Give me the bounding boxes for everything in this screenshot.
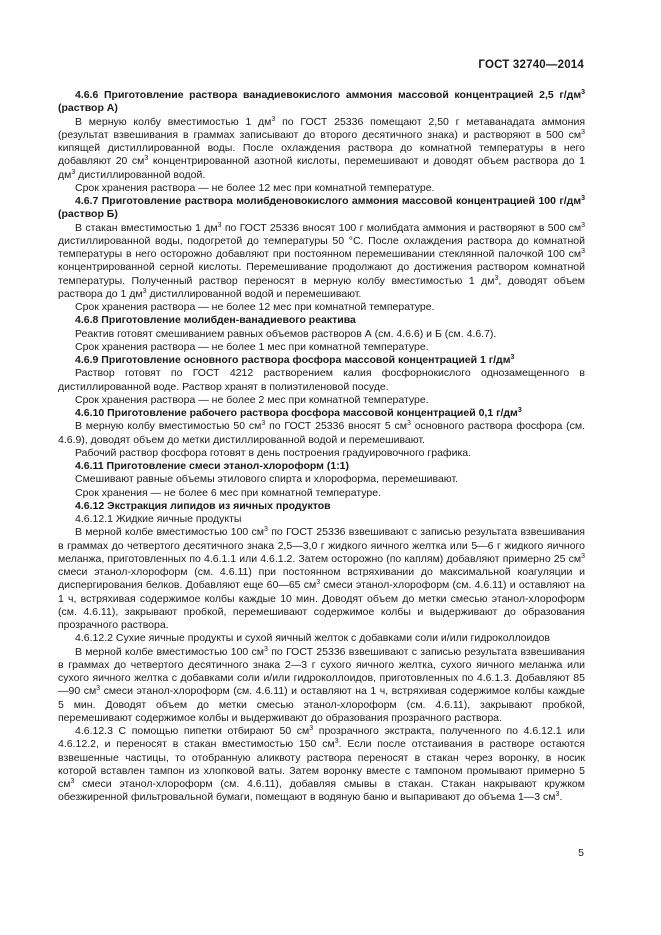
paragraph-p-4-6-12-3: 4.6.12.3 С помощью пипетки отбирают 50 $см^3$ прозрачного экстракта, полученного по 4.6.12.1 или 4.6.12.2, и переносят в стакан вместимостью 150 $см^3$. Если после отстаивания в растворе остаются взвешенные частицы, то отобранную аликвоту раствора переносят в стакан через воронку, в носик которой вставлен тампон из хлопковой ваты. Затем воронку вместе с тампоном промывают примерно 5 $см^3$ смеси этанол-хлороформ (см. 4.6.11), добавляя смывы в стакан. Стакан накрывают кружком обезжиренной фильтровальной бумаги, помещают в водяную баню и выпаривают до объема 1—3 $см^3$. — [58, 725, 585, 804]
paragraph-p-4-6-8-storage: Срок хранения раствора — не более 1 мес при комнатной температуре. — [75, 340, 429, 353]
paragraph-h-4-6-12-2: 4.6.12.2 Сухие яичные продукты и сухой яичный желток с добавками соли и/или гидроколлоидов — [75, 632, 550, 645]
document-body — [58, 89, 585, 805]
paragraph-h-4-6-12-1: 4.6.12.1 Жидкие яичные продукты — [75, 513, 242, 525]
paragraph-h-4-6-11: 4.6.11 Приготовление смеси этанол-хлороформ (1:1) — [75, 460, 350, 472]
paragraph-p-4-6-6-prep: В мерную колбу вместимостью 1 $дм^3$ по ГОСТ 25336 помещают 2,50 г метаванадата аммония (результат взвешивания в граммах записывают до второго десятичного знака) и растворяют в 500 $см^3$ кипящей дистиллированной воды. После охлаждения раствора до комнатной температуры в него добавляют 20 $см^3$ концентрированной азотной кислоты, перемешивают и доводят объем раствора до 1 $дм^3$ дистиллированной водой. — [58, 115, 586, 181]
paragraph-p-4-6-7-storage: Срок хранения раствора — не более 12 мес при комнатной температуре. — [75, 301, 435, 313]
paragraph-p-4-6-10-prep: В мерную колбу вместимостью 50 $см^3$ по ГОСТ 25336 вносят 5 $см^3$ основного раствора фосфора (см. 4.6.9), доводят объем до метки дистиллированной водой и перемешивают. — [58, 420, 585, 446]
document-header: ГОСТ 32740—2014 — [478, 59, 584, 71]
paragraph-h-4-6-12: 4.6.12 Экстракция липидов из яичных продуктов — [75, 499, 331, 512]
paragraph-p-4-6-9-prep: Раствор готовят по ГОСТ 4212 растворением калия фосфорнокислого однозамещенного в дистиллированной воде. Раствор хранят в полиэтиленовой посуде. — [58, 367, 585, 393]
paragraph-p-4-6-10-storage: Рабочий раствор фосфора готовят в день построения градуировочного графика. — [75, 446, 472, 459]
paragraph-p-4-6-11-prep: Смешивают равные объемы этилового спирта и хлороформа, перемешивают. — [75, 473, 459, 486]
paragraph-p-4-6-6-storage: Срок хранения раствора — не более 12 мес при комнатной температуре. — [75, 181, 435, 194]
paragraph-p-4-6-8-prep: Реактив готовят смешиванием равных объемов растворов А (см. 4.6.6) и Б (см. 4.6.7). — [75, 327, 497, 340]
page-number: 5 — [578, 847, 584, 859]
paragraph-h-4-6-9: 4.6.9 Приготовление основного раствора фосфора массовой концентрацией 1 $г/дм^3$ — [75, 354, 515, 366]
paragraph-h-4-6-8: 4.6.8 Приготовление молибден-ванадиевого реактива — [75, 314, 356, 327]
paragraph-h-4-6-6: 4.6.6 Приготовление раствора ванадиевокислого аммония массовой концентрацией 2,5 $г/дм^3$ (раствор А) — [58, 89, 585, 115]
paragraph-p-4-6-12-1: В мерной колбе вместимостью 100 $см^3$ по ГОСТ 25336 взвешивают с записью результата взвешивания в граммах до четвертого десятичного знака 2,5—3,0 г жидкого яичного желтка или 5—6 г жидкого яичного меланжа, приготовленных по 4.6.1.1 или 4.6.1.2. Затем осторожно (по каплям) добавляют примерно 25 $см^3$ смеси этанол-хлороформ (см. 4.6.11) при постоянном встряхивании до максимальной коагуляции и диспергирования белков. Добавляют еще 60—65 $см^3$ смеси этанол-хлороформ (см. 4.6.11) и оставляют на 1 ч, встряхивая содержимое колбы каждые 10 мин. Доводят объем до метки смесью этанол-хлороформ (см. 4.6.11), закрывают пробкой, перемешивают содержимое колбы и выдерживают до образования прозрачного раствора. — [58, 526, 585, 631]
paragraph-h-4-6-7: 4.6.7 Приготовление раствора молибденовокислого аммония массовой концентрацией 100 $г/дм^3$ (раствор Б) — [58, 195, 585, 221]
paragraph-p-4-6-12-2: В мерной колбе вместимостью 100 $см^3$ по ГОСТ 25336 взвешивают с записью результата взвешивания в граммах до четвертого десятичного знака 2—3 г сухого яичного желтка, сухого яичного меланжа или сухого яичного желтка с добавками соли и/или гидроколлоидов, приготовленных по 4.6.1.3. Добавляют 85—90 $см^3$ смеси этанол-хлороформ (см. 4.6.11) и оставляют на 1 ч, встряхивая содержимое колбы каждые 5 мин. Доводят объем до метки смесью этанол-хлороформ (см. 4.6.11), закрывают пробкой, перемешивают содержимое колбы и выдерживают до образования прозрачного раствора. — [58, 645, 585, 724]
paragraph-p-4-6-9-storage: Срок хранения раствора — не более 2 мес при комнатной температуре. — [75, 393, 429, 406]
paragraph-p-4-6-7-prep: В стакан вместимостью 1 $дм^3$ по ГОСТ 25336 вносят 100 г молибдата аммония и растворяют в 500 $см^3$ дистиллированной воды, подогретой до температуры 50 °С. После охлаждения раствора до комнатной температуры в него осторожно добавляют при постоянном перемешивании стеклянной палочкой 100 $см^3$ концентрированной серной кислоты. Перемешивание продолжают до достижения раствором комнатной температуры. Полученный раствор переносят в мерную колбу вместимостью 1 $дм^3$, доводят объем раствора до 1 $дм^3$ дистиллированной водой и перемешивают. — [58, 221, 585, 300]
paragraph-h-4-6-10: 4.6.10 Приготовление рабочего раствора фосфора массовой концентрацией 0,1 $г/дм^3$ — [75, 407, 522, 419]
paragraph-p-4-6-11-storage: Срок хранения — не более 6 мес при комнатной температуре. — [75, 486, 382, 499]
